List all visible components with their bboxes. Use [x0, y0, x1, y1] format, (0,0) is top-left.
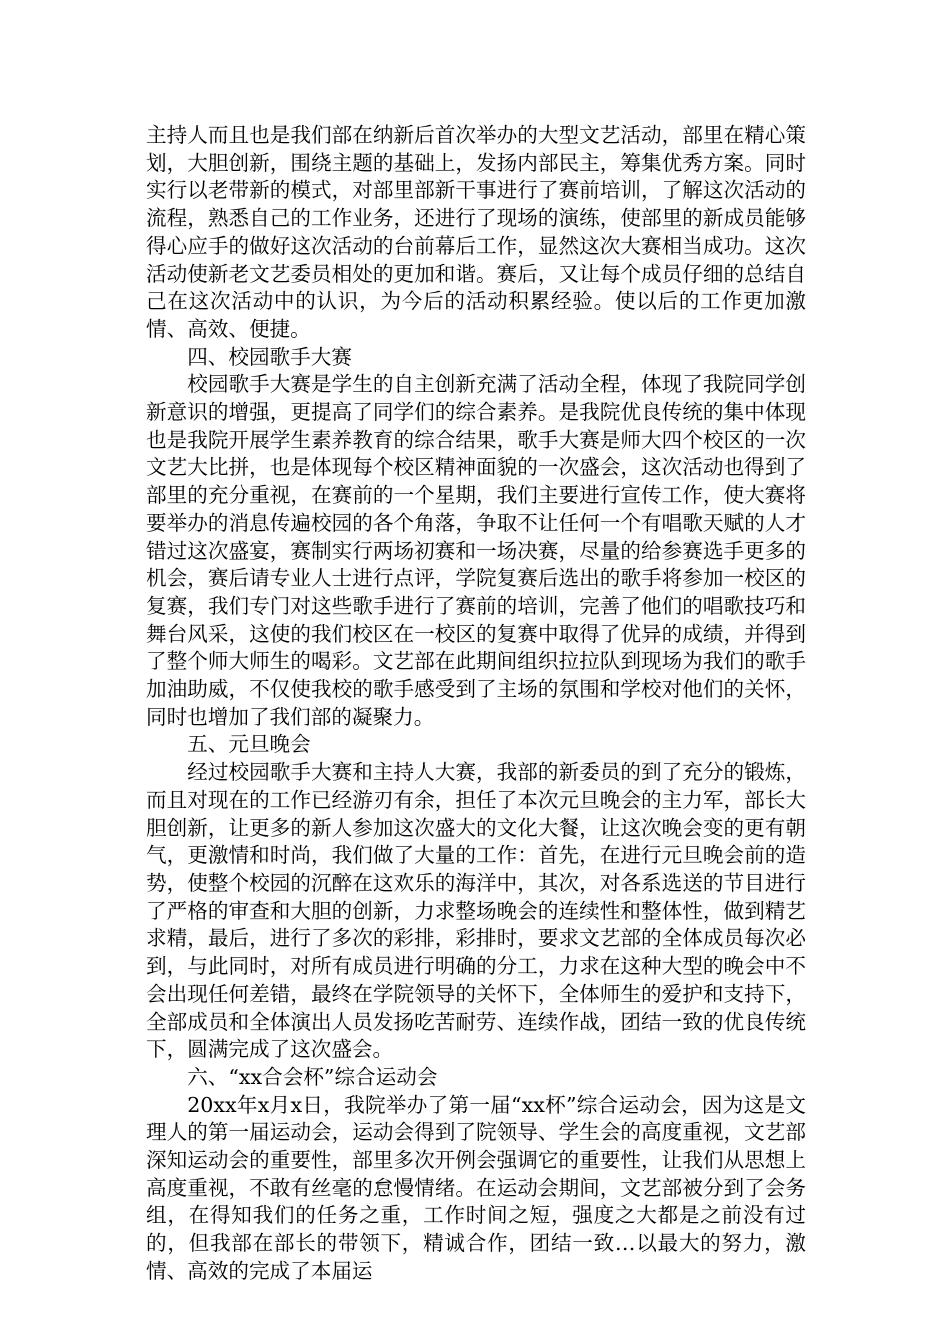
section-heading-new-year-gala: 五、元旦晚会: [187, 732, 311, 757]
paragraph-new-year-gala: 经过校园歌手大赛和主持人大赛，我部的新委员的到了充分的锻炼，而且对现在的工作已经游刃有余，担任了本次元旦晚会的主力军，部长大胆创新，让更多的新人参加这次盛大的文化大餐，让这次晚会变的更有朝气，更激情和时尚，我们做了大量的工作：首先，在进行元旦晚会前的造势，使整个校园的沉醉在这欢乐的海洋中，其次，对各系选送的节目进行了严格的审查和大胆的创新，力求整场晚会的连续性和整体性，做到精艺求精，最后，进行了多次的彩排，彩排时，要求文艺部的全体成员每次必到，与此同时，对所有成员进行明确的分工，力求在这种大型的晚会中不会出现任何差错，最终在学院领导的关怀下，全体师生的爱护和支持下，全部成员和全体演出人员发扬吃苦耐劳、连续作战，团结一致的优良传统下，圆满完成了这次盛会。: [146, 760, 806, 1062]
section-heading-sports-meet: 六、“xx合会杯”综合运动会: [187, 1064, 438, 1089]
paragraph-campus-singer-contest: 校园歌手大赛是学生的自主创新充满了活动全程，体现了我院同学创新意识的增强，更提高了同学们的综合素养。是我院优良传统的集中体现也是我院开展学生素养教育的综合结果，歌手大赛是师大四个校区的一次文艺大比拼，也是体现每个校区精神面貌的一次盛会，这次活动也得到了部里的充分重视，在赛前的一个星期，我们主要进行宣传工作，使大赛将要举办的消息传遍校园的各个角落，争取不让任何一个有唱歌天赋的人才错过这次盛宴，赛制实行两场初赛和一场决赛，尽量的给参赛选手更多的机会，赛后请专业人士进行点评，学院复赛后选出的歌手将参加一校区的复赛，我们专门对这些歌手进行了赛前的培训，完善了他们的唱歌技巧和舞台风采，这使的我们校区在一校区的复赛中取得了优异的成绩，并得到了整个师大师生的喝彩。文艺部在此期间组织拉拉队到现场为我们的歌手加油助威，不仅使我校的歌手感受到了主场的氛围和学校对他们的关怀，同时也增加了我们部的凝聚力。: [146, 372, 806, 729]
paragraph-host-contest-summary: 主持人而且也是我们部在纳新后首次举办的大型文艺活动，部里在精心策划，大胆创新，围绕主题的基础上，发扬内部民主，筹集优秀方案。同时实行以老带新的模式，对部里部新干事进行了赛前培训，了解这次活动的流程，熟悉自己的工作业务，还进行了现场的演练，使部里的新成员能够得心应手的做好这次活动的台前幕后工作，显然这次大赛相当成功。这次活动使新老文艺委员相处的更加和谐。赛后，又让每个成员仔细的总结自己在这次活动中的认识，为今后的活动积累经验。使以后的工作更加激情、高效、便捷。: [146, 123, 806, 341]
document-body: [146, 122, 806, 1286]
paragraph-sports-meet: 20xx年x月x日，我院举办了第一届“xx杯”综合运动会，因为这是文理人的第一届运动会，运动会得到了院领导、学生会的高度重视，文艺部深知运动会的重要性，部里多次开例会强调它的重要性，让我们从思想上高度重视，不敢有丝毫的怠慢情绪。在运动会期间，文艺部被分到了会务组，在得知我们的任务之重，工作时间之短，强度之大都是之前没有过的，但我部在部长的带领下，精诚合作，团结一致…以最大的努力，激情、高效的完成了本届运: [146, 1092, 806, 1283]
section-heading-campus-singer-contest: 四、校园歌手大赛: [187, 344, 352, 369]
